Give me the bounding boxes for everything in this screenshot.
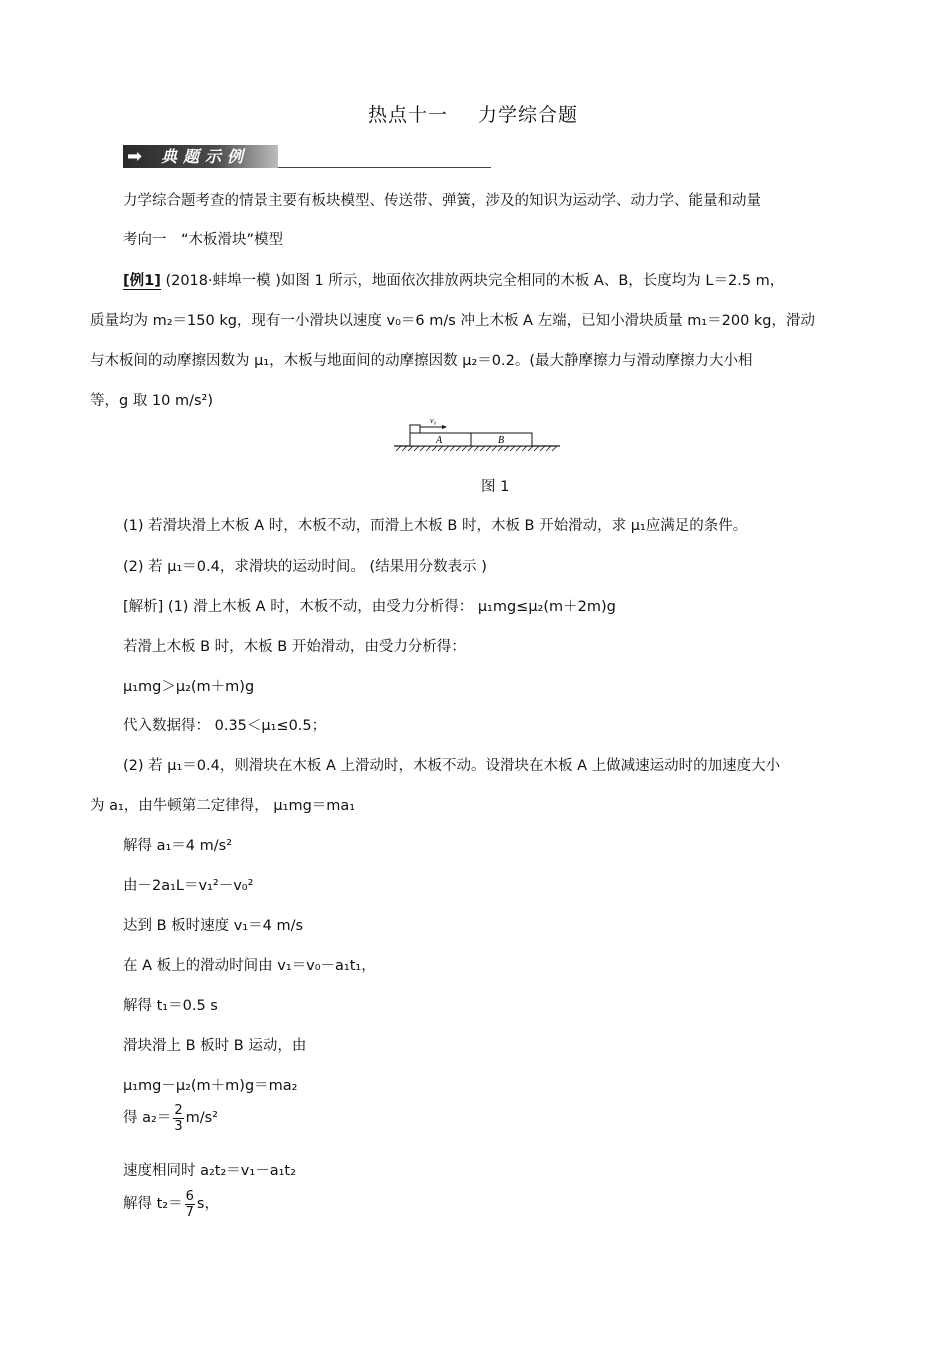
example-line-4: 等，g 取 10 m/s²) (90, 393, 214, 409)
solution-line-4: 代入数据得： 0.35＜μ₁≤0.5； (123, 718, 327, 734)
solution-line-14 (123, 1100, 218, 1136)
solution-line-10: 在 A 板上的滑动时间由 v₁＝v₀－a₁t₁， (123, 958, 376, 974)
arrow-right-icon: ➡ (127, 146, 143, 167)
example-line-3: 与木板间的动摩擦因数为 μ₁，木板与地面间的动摩擦因数 μ₂＝0.2。(最大静摩擦力与滑动摩擦力大小相 (90, 353, 753, 369)
solution-line-16 (123, 1186, 219, 1222)
fraction-t2-numerator: 6 (185, 1188, 194, 1204)
board-b-label: B (498, 435, 505, 446)
solution-line-6: 为 a₁，由牛顿第二定律得， μ₁mg＝ma₁ (90, 798, 356, 814)
fraction-t2 (185, 1189, 195, 1220)
solution-line-13: μ₁mg－μ₂(m＋m)g＝ma₂ (123, 1078, 298, 1094)
title-right: 力学综合题 (478, 104, 579, 126)
solution-line-3: μ₁mg＞μ₂(m＋m)g (123, 679, 255, 695)
solution-line-7: 解得 a₁＝4 m/s² (123, 838, 233, 854)
solution-line-2: 若滑上木板 B 时，木板 B 开始滑动，由受力分析得： (123, 639, 466, 655)
solution-line-9: 达到 B 板时速度 v₁＝4 m/s (123, 918, 304, 934)
fraction-a2-denominator: 3 (174, 1118, 183, 1134)
slider-block (410, 425, 420, 433)
solution-line-11: 解得 t₁＝0.5 s (123, 998, 218, 1014)
question-2: (2) 若 μ₁＝0.4，求滑块的运动时间。 (结果用分数表示 ) (123, 559, 487, 575)
example-line-1 (123, 271, 784, 291)
question-1: (1) 若滑块滑上木板 A 时，木板不动，而滑上木板 B 时，木板 B 开始滑动，求 μ₁应满足的条件。 (123, 518, 748, 534)
figure-caption: 图 1 (481, 479, 510, 495)
intro-text: 力学综合题考查的情景主要有板块模型、传送带、弹簧，涉及的知识为运动学、动力学、能量和动量 (123, 193, 761, 209)
fraction-a2-numerator: 2 (174, 1102, 183, 1118)
direction-heading: 考向一 “木板滑块”模型 (123, 232, 284, 248)
a2-unit: m/s² (185, 1110, 218, 1126)
solution-line-15: 速度相同时 a₂t₂＝v₁－a₁t₂ (123, 1163, 296, 1179)
a2-prefix: 得 a₂＝ (123, 1110, 172, 1126)
section-banner (123, 142, 491, 170)
title-left: 热点十一 (368, 104, 449, 126)
velocity-label: v₀ (430, 416, 437, 425)
example-tag: [例1] (123, 273, 161, 289)
solution-line-5: (2) 若 μ₁＝0.4，则滑块在木板 A 上滑动时，木板不动。设滑块在木板 A 上做减速运动时的加速度大小 (123, 758, 781, 774)
banner-label: 典题示例 (161, 147, 250, 166)
page-title (368, 105, 578, 125)
solution-line-12: 滑块滑上 B 板时 B 运动，由 (123, 1038, 307, 1054)
fraction-t2-denominator: 7 (185, 1204, 194, 1220)
fraction-a2 (173, 1103, 183, 1134)
board-a-label: A (436, 435, 443, 446)
t2-unit: s， (196, 1196, 219, 1212)
t2-prefix: 解得 t₂＝ (123, 1196, 183, 1212)
figure-boards (392, 414, 562, 456)
banner-rule (278, 167, 491, 168)
example-line-2: 质量均为 m₂＝150 kg，现有一小滑块以速度 v₀＝6 m/s 冲上木板 A 左端，已知小滑块质量 m₁＝200 kg，滑动 (90, 313, 816, 329)
example-text-1: (2018·蚌埠一模 )如图 1 所示，地面依次排放两块完全相同的木板 A、B，长度均为 L＝2.5 m， (165, 273, 785, 289)
solution-line-1: [解析] (1) 滑上木板 A 时，木板不动，由受力分析得： μ₁mg≤μ₂(m＋2m)g (123, 599, 616, 615)
solution-line-8: 由－2a₁L＝v₁²－v₀² (123, 878, 254, 894)
